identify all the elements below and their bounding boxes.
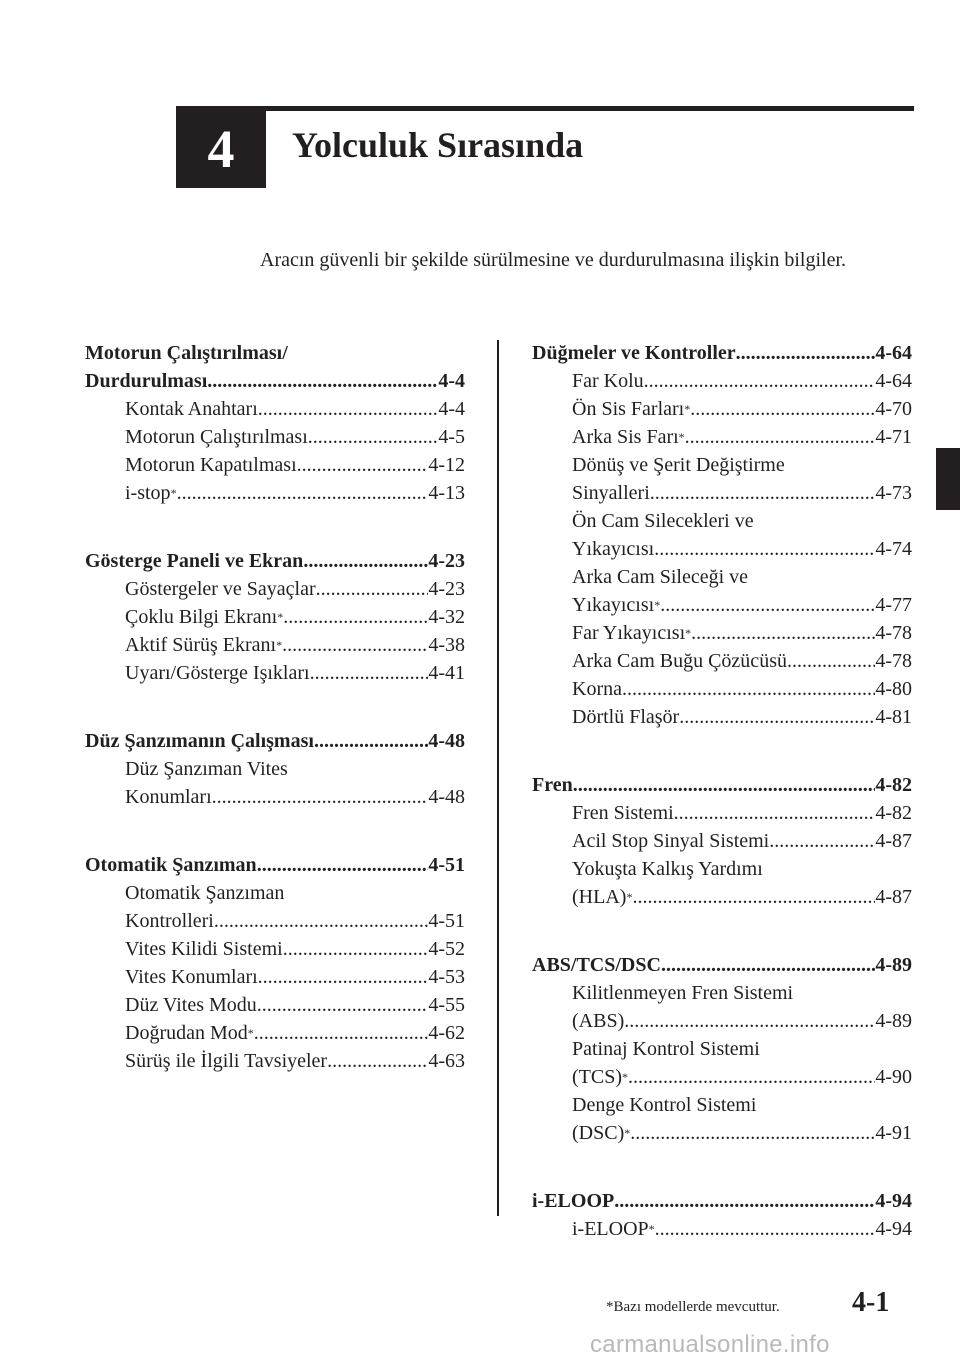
toc-page-ref: 4-52	[428, 938, 465, 960]
toc-page-ref: 4-32	[428, 606, 465, 628]
toc-dot-leader	[310, 659, 429, 687]
toc-dot-leader	[736, 339, 876, 367]
toc-dot-leader	[177, 479, 429, 507]
toc-section-gap	[532, 1147, 912, 1187]
toc-dot-leader	[644, 367, 876, 395]
toc-dot-leader	[327, 1047, 428, 1075]
watermark: carmanualsonline.info	[590, 1331, 830, 1358]
toc-page-ref: 4-87	[875, 830, 912, 852]
toc-entry	[532, 979, 912, 1007]
toc-dot-leader	[661, 951, 875, 979]
toc-entry-title: Motorun Çalıştırılması	[125, 426, 308, 448]
toc-entry-title: Dönüş ve Şerit Değiştirme	[572, 454, 785, 476]
toc-entry-title: Fren Sistemi	[572, 802, 674, 824]
toc-section-heading	[85, 339, 465, 367]
toc-dot-leader	[655, 1215, 876, 1243]
toc-entry-title: i-stop	[125, 482, 171, 504]
toc-entry[interactable]	[532, 1007, 912, 1035]
toc-dot-leader	[691, 619, 875, 647]
toc-entry	[532, 563, 912, 591]
toc-entry-title: Durdurulması	[85, 370, 208, 392]
toc-section-heading[interactable]	[532, 951, 912, 979]
toc-section-gap	[85, 687, 465, 727]
toc-entry-title: Çoklu Bilgi Ekranı	[125, 606, 278, 628]
toc-entry[interactable]	[532, 367, 912, 395]
toc-page-ref: 4-55	[428, 994, 465, 1016]
toc-entry[interactable]	[85, 423, 465, 451]
toc-dot-leader	[632, 883, 875, 911]
toc-page-ref: 4-89	[875, 954, 912, 976]
toc-entry[interactable]: Arka Sis Farı * ..... 4-71	[532, 423, 912, 451]
toc-page-ref: 4-53	[428, 966, 465, 988]
toc-entry	[532, 855, 912, 883]
toc-entry[interactable]	[532, 827, 912, 855]
toc-page-ref: 4-64	[875, 370, 912, 392]
toc-page-ref: 4-51	[428, 910, 465, 932]
toc-section-heading[interactable]	[532, 771, 912, 799]
chapter-header-rule	[176, 106, 914, 111]
chapter-intro: Aracın güvenli bir şekilde sürülmesine ve durdurulmasına ilişkin bilgiler.	[260, 249, 846, 271]
toc-entry-title: Düz Vites Modu	[125, 994, 257, 1016]
chapter-side-tab	[936, 448, 960, 510]
toc-entry-title: Arka Sis Farı	[572, 426, 679, 448]
toc-page-ref: 4-71	[875, 426, 912, 448]
toc-entry-title: Vites Kilidi Sistemi	[125, 938, 283, 960]
toc-page-ref: 4-77	[875, 594, 912, 616]
chapter-number-box	[176, 110, 266, 188]
toc-dot-leader	[787, 647, 875, 675]
toc-dot-leader	[297, 451, 429, 479]
toc-page-ref: 4-80	[875, 678, 912, 700]
toc-entry-title: Yokuşta Kalkış Yardımı	[572, 858, 763, 880]
toc-page-ref: 4-41	[428, 662, 465, 684]
toc-entry-title: (HLA)	[572, 886, 627, 908]
toc-entry[interactable]	[532, 799, 912, 827]
toc-entry[interactable]	[85, 395, 465, 423]
toc-entry-title: Arka Cam Sileceği ve	[572, 566, 749, 588]
toc-entry-title: Dörtlü Flaşör	[572, 706, 680, 728]
chapter-number: 4	[207, 119, 235, 179]
toc-entry-title: Doğrudan Mod	[125, 1022, 248, 1044]
toc-page-ref: 4-48	[428, 786, 465, 808]
toc-entry[interactable]	[85, 783, 465, 811]
toc-entry[interactable]: Çoklu Bilgi Ekranı * ..... 4-32	[85, 603, 465, 631]
toc-entry[interactable]	[85, 659, 465, 687]
toc-dot-leader	[624, 1007, 875, 1035]
toc-page-ref: 4-70	[875, 398, 912, 420]
toc-entry	[532, 507, 912, 535]
toc-page-ref: 4-38	[428, 634, 465, 656]
chapter-title: Yolculuk Sırasında	[292, 125, 584, 165]
toc-entry	[532, 1091, 912, 1119]
toc-dot-leader	[630, 1119, 875, 1147]
toc-entry-title: ABS/TCS/DSC	[532, 954, 661, 976]
toc-entry-title: Ön Sis Farları	[572, 398, 685, 420]
toc-right-column	[532, 339, 912, 1243]
toc-dot-leader	[314, 727, 428, 755]
toc-page-ref: 4-23	[428, 578, 465, 600]
toc-entry	[532, 1035, 912, 1063]
toc-entry-title: Motorun Kapatılması	[125, 454, 297, 476]
toc-entry[interactable]: Ön Sis Farları * ..... 4-70	[532, 395, 912, 423]
toc-page-ref: 4-90	[875, 1066, 912, 1088]
toc-entry-title: Acil Stop Sinyal Sistemi	[572, 830, 770, 852]
toc-dot-leader	[614, 1187, 875, 1215]
toc-entry	[85, 879, 465, 907]
toc-entry-title: Aktif Sürüş Ekranı	[125, 634, 277, 656]
toc-section-heading[interactable]	[85, 851, 465, 879]
toc-section-heading[interactable]	[532, 339, 912, 367]
toc-dot-leader	[690, 395, 875, 423]
toc-page-ref: 4-82	[875, 802, 912, 824]
toc-section-heading[interactable]	[85, 547, 465, 575]
toc-entry-title: Far Kolu	[572, 370, 644, 392]
toc-entry[interactable]: i-stop * ..... 4-13	[85, 479, 465, 507]
toc-page-ref: 4-94	[875, 1218, 912, 1240]
toc-page-ref: 4-64	[875, 342, 912, 364]
toc-dot-leader	[214, 907, 428, 935]
toc-entry[interactable]: i-ELOOP * ..... 4-94	[532, 1215, 912, 1243]
column-divider	[497, 340, 499, 1216]
toc-entry[interactable]	[532, 479, 912, 507]
toc-entry[interactable]	[85, 907, 465, 935]
toc-page-ref: 4-51	[428, 854, 465, 876]
toc-page-ref: 4-13	[428, 482, 465, 504]
toc-entry-title: Düz Şanzıman Vites	[125, 758, 288, 780]
toc-entry[interactable]	[532, 675, 912, 703]
toc-section-gap	[532, 731, 912, 771]
toc-dot-leader	[257, 991, 429, 1019]
toc-section-heading[interactable]	[85, 367, 465, 395]
toc-section-gap	[85, 811, 465, 851]
toc-entry-title: Vites Konumları	[125, 966, 258, 988]
toc-entry-title: Far Yıkayıcısı	[572, 622, 686, 644]
toc-page-ref: 4-91	[875, 1122, 912, 1144]
toc-dot-leader	[660, 591, 875, 619]
toc-entry[interactable]	[532, 535, 912, 563]
toc-entry-title: Arka Cam Buğu Çözücüsü	[572, 650, 787, 672]
toc-dot-leader	[622, 675, 875, 703]
toc-entry-title: Denge Kontrol Sistemi	[572, 1094, 757, 1116]
toc-page-ref: 4-94	[875, 1190, 912, 1212]
toc-entry-title: i-ELOOP	[532, 1190, 615, 1212]
toc-entry-title: Kontrolleri	[125, 910, 214, 932]
toc-entry[interactable]: Yıkayıcısı * ..... 4-77	[532, 591, 912, 619]
toc-entry-title: (TCS)	[572, 1066, 622, 1088]
toc-entry-title: Otomatik Şanzıman	[85, 854, 257, 876]
toc-entry-title: Patinaj Kontrol Sistemi	[572, 1038, 760, 1060]
toc-entry[interactable]	[85, 963, 465, 991]
toc-entry-title: Motorun Çalıştırılması/	[85, 342, 288, 364]
toc-page-ref: 4-78	[875, 650, 912, 672]
toc-dot-leader	[674, 799, 876, 827]
toc-entry-title: (ABS)	[572, 1010, 625, 1032]
toc-entry-title: Korna	[572, 678, 622, 700]
toc-left-column	[85, 339, 465, 1075]
toc-entry[interactable]	[85, 991, 465, 1019]
toc-page-ref: 4-81	[875, 706, 912, 728]
toc-entry-title: i-ELOOP	[572, 1218, 649, 1240]
toc-page-ref: 4-78	[875, 622, 912, 644]
toc-entry-title: Ön Cam Silecekleri ve	[572, 510, 754, 532]
toc-entry[interactable]	[85, 935, 465, 963]
toc-dot-leader	[258, 963, 429, 991]
toc-entry[interactable]	[532, 647, 912, 675]
toc-entry	[532, 451, 912, 479]
toc-entry-title: Gösterge Paneli ve Ekran	[85, 550, 304, 572]
toc-dot-leader	[254, 1019, 429, 1047]
toc-dot-leader	[650, 479, 876, 507]
toc-entry-title: Kilitlenmeyen Fren Sistemi	[572, 982, 794, 1004]
toc-page-ref: 4-87	[875, 886, 912, 908]
toc-entry	[85, 755, 465, 783]
toc-entry-title: Otomatik Şanzıman	[125, 882, 285, 904]
toc-page-ref: 4-74	[875, 538, 912, 560]
toc-section-heading[interactable]	[532, 1187, 912, 1215]
footnote: *Bazı modellerde mevcuttur.	[606, 1299, 780, 1315]
toc-dot-leader	[316, 575, 429, 603]
toc-entry[interactable]: (HLA) * ..... 4-87	[532, 883, 912, 911]
toc-section-gap	[532, 911, 912, 951]
toc-dot-leader	[258, 395, 439, 423]
toc-page-ref: 4-12	[428, 454, 465, 476]
toc-dot-leader	[257, 851, 429, 879]
toc-entry-title: Uyarı/Gösterge Işıkları	[125, 662, 310, 684]
toc-page-ref: 4-82	[875, 774, 912, 796]
toc-entry-title: (DSC)	[572, 1122, 625, 1144]
toc-page-ref: 4-89	[875, 1010, 912, 1032]
toc-dot-leader	[769, 827, 875, 855]
toc-entry[interactable]	[85, 451, 465, 479]
toc-dot-leader	[628, 1063, 875, 1091]
toc-entry-title: Yıkayıcısı	[572, 594, 655, 616]
toc-dot-leader	[685, 423, 876, 451]
toc-section-gap	[85, 507, 465, 547]
toc-page-ref: 4-5	[438, 426, 465, 448]
toc-entry-title: Sürüş ile İlgili Tavsiyeler	[125, 1050, 328, 1072]
toc-dot-leader	[283, 935, 429, 963]
toc-page-ref: 4-23	[428, 550, 465, 572]
toc-dot-leader	[212, 783, 429, 811]
toc-dot-leader	[654, 535, 875, 563]
toc-entry-title: Fren	[532, 774, 573, 796]
toc-entry-title: Düz Şanzımanın Çalışması	[85, 730, 314, 752]
page-number: 4-1	[852, 1287, 890, 1318]
toc-dot-leader	[679, 703, 875, 731]
toc-entry[interactable]: Doğrudan Mod * ..... 4-62	[85, 1019, 465, 1047]
toc-page-ref: 4-4	[438, 398, 465, 420]
toc-entry[interactable]: Far Yıkayıcısı * ..... 4-78	[532, 619, 912, 647]
toc-dot-leader	[573, 771, 876, 799]
toc-entry-title: Kontak Anahtarı	[125, 398, 258, 420]
toc-page-ref: 4-63	[428, 1050, 465, 1072]
toc-page-ref: 4-48	[428, 730, 465, 752]
toc-dot-leader	[207, 367, 438, 395]
toc-dot-leader	[303, 547, 428, 575]
toc-entry-title: Düğmeler ve Kontroller	[532, 342, 736, 364]
toc-section-heading[interactable]	[85, 727, 465, 755]
toc-entry[interactable]	[85, 575, 465, 603]
toc-entry[interactable]: (TCS) * ..... 4-90	[532, 1063, 912, 1091]
toc-entry-title: Sinyalleri	[572, 482, 650, 504]
toc-dot-leader	[282, 631, 428, 659]
toc-entry-title: Göstergeler ve Sayaçlar	[125, 578, 316, 600]
toc-entry-title: Konumları	[125, 786, 212, 808]
toc-entry[interactable]	[532, 703, 912, 731]
toc-page-ref: 4-4	[438, 370, 465, 392]
toc-page-ref: 4-73	[875, 482, 912, 504]
toc-page-ref: 4-62	[428, 1022, 465, 1044]
toc-entry-title: Yıkayıcısı	[572, 538, 655, 560]
toc-entry[interactable]: Aktif Sürüş Ekranı * ..... 4-38	[85, 631, 465, 659]
toc-dot-leader	[308, 423, 439, 451]
toc-entry[interactable]	[85, 1047, 465, 1075]
toc-entry[interactable]: (DSC) * ..... 4-91	[532, 1119, 912, 1147]
toc-dot-leader	[283, 603, 428, 631]
